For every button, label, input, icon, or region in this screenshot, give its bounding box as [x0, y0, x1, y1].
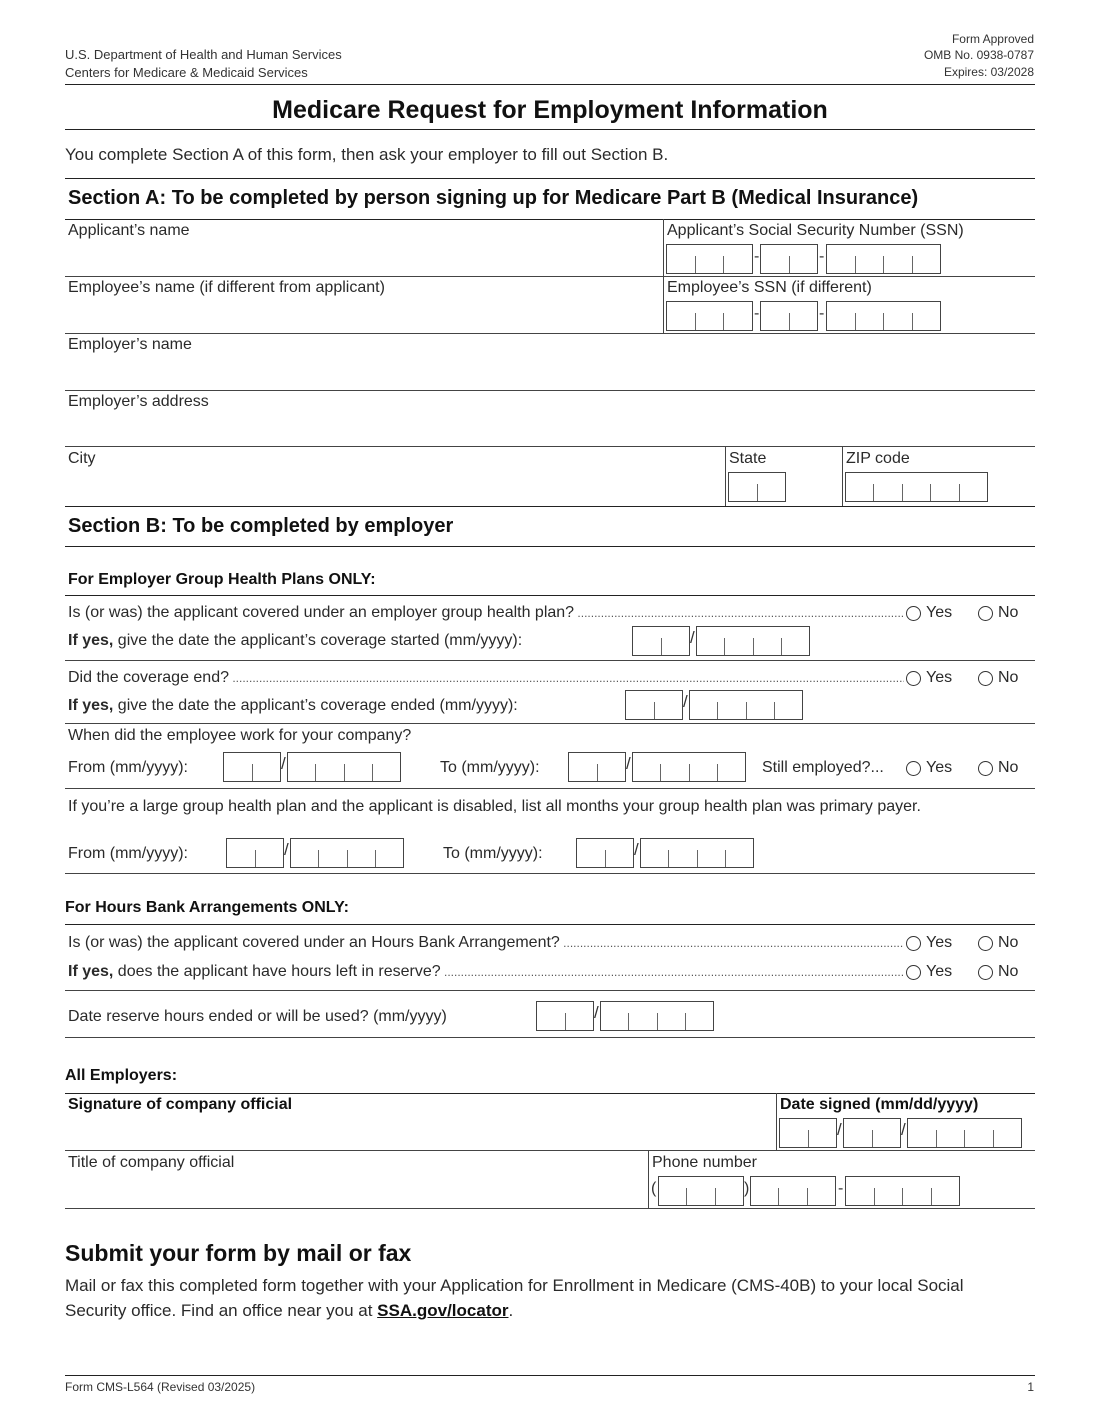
radio-circle-icon	[906, 606, 921, 621]
end-yes-radio[interactable]: Yes	[906, 669, 952, 687]
radio-circle-icon	[906, 761, 921, 776]
ssa-locator-link[interactable]: SSA.gov/locator	[377, 1301, 509, 1320]
official-title-label: Title of company official	[68, 1154, 235, 1171]
coverage-started-label: If yes, give the date the applicant’s coverage started (mm/yyyy):	[68, 632, 523, 649]
applicant-ssn-label: Applicant’s Social Security Number (SSN)	[667, 222, 964, 239]
phone-prefix[interactable]	[750, 1176, 836, 1206]
zip-label: ZIP code	[846, 450, 910, 467]
divider	[65, 219, 1035, 220]
radio-circle-icon	[978, 936, 993, 951]
q-hours-bank: Is (or was) the applicant covered under an Hours Bank Arrangement? .....	[68, 934, 904, 952]
radio-circle-icon	[906, 965, 921, 980]
q-work-period: When did the employee work for your company?	[68, 727, 412, 744]
primary-to-label: To (mm/yyyy):	[443, 845, 543, 862]
zip-field[interactable]	[845, 472, 988, 502]
covered-yes-radio[interactable]: Yes	[906, 604, 952, 622]
work-to-label: To (mm/yyyy):	[440, 759, 540, 776]
hours-bank-yes-radio[interactable]: Yes	[906, 934, 952, 952]
expiration-date: Expires: 03/2028	[943, 65, 1034, 79]
employer-address-label: Employer’s address	[68, 393, 209, 410]
primary-from-label: From (mm/yyyy):	[68, 845, 188, 862]
coverage-ended-year[interactable]	[689, 690, 803, 720]
primary-to-month[interactable]	[576, 838, 634, 868]
coverage-started-month[interactable]	[632, 626, 690, 656]
phone-line[interactable]	[845, 1176, 960, 1206]
phone-label: Phone number	[652, 1154, 757, 1171]
work-from-month[interactable]	[223, 752, 281, 782]
employee-ssn-part1[interactable]	[666, 301, 753, 331]
end-no-radio[interactable]: No	[978, 669, 1018, 687]
radio-circle-icon	[978, 606, 993, 621]
section-a-heading: Section A: To be completed by person signing up for Medicare Part B (Medical Insurance)	[68, 187, 919, 209]
applicant-name-label: Applicant’s name	[68, 222, 190, 239]
employee-ssn-part2[interactable]	[760, 301, 818, 331]
hours-bank-no-radio[interactable]: No	[978, 934, 1018, 952]
radio-circle-icon	[906, 671, 921, 686]
primary-to-year[interactable]	[640, 838, 754, 868]
reserve-yes-radio[interactable]: Yes	[906, 963, 952, 981]
section-b-heading: Section B: To be completed by employer	[68, 515, 454, 537]
reserve-no-radio[interactable]: No	[978, 963, 1018, 981]
form-id: Form CMS-L564 (Revised 03/2025)	[65, 1380, 256, 1394]
applicant-ssn-part2[interactable]	[760, 244, 818, 274]
radio-circle-icon	[978, 965, 993, 980]
coverage-ended-month[interactable]	[625, 690, 683, 720]
omb-number: OMB No. 0938-0787	[923, 48, 1034, 62]
applicant-ssn-part1[interactable]	[666, 244, 753, 274]
divider	[65, 84, 1035, 85]
phone-area-code[interactable]	[658, 1176, 744, 1206]
employer-name-label: Employer’s name	[68, 336, 192, 353]
primary-from-year[interactable]	[290, 838, 404, 868]
q-large-group: If you’re a large group health plan and the applicant is disabled, list all months your group health plan was primary payer.	[68, 798, 921, 815]
reserve-date-month[interactable]	[536, 1001, 594, 1031]
form-page: U.S. Department of Health and Human Services Centers for Medicare & Medicaid Services Form Approved OMB No. 0938-0787 Expires: 03/2028 Medicare Request for Employment Information You complete Section A of this form, then ask your employer to fill out Section B. Section A: To be completed by person signing up for Medicare Part B (Medical Insurance) Applicant’s name Applicant’s Social Security Number (SSN) - - Employee’s name (if different from applicant) Employee’s SSN (if different) - - Employer’s name Employer’s address City State ZIP code Section B: To be completed by employer For Employer Group Health Plans ONLY: Is (or was) the applicant covered under an employer group health plan? ..... Yes No If yes, give the date the applicant’s coverage started (mm/yyyy): / Did the coverage end? ..... Yes No If yes, give the date the applicant’s coverage ended (mm/yyyy): / When did the employee work for your company? From (mm/yyyy): / To (mm/yyyy): / Still employed?... Yes No If you’re a large group health plan and the applicant is disabled, list all months your group health plan was primary payer. From (mm/yyyy): / To (mm/yyyy): / For Hours Bank Arrangements ONLY: Is (or was) the applicant covered under an Hours Bank Arrangement? ..... Yes No If yes, does the applicant have hours left in reserve? ..... Yes No Date reserve hours ended or will be used? (mm/yyyy) / All Employers: Signature of company official Date signed (mm/dd/yyyy) / / Title of company official Phone number ( ) - Submit your form by mail or fax Mail or fax this completed form together with your Application for Enrollment in Medicare (CMS-40B) to your local Social Security office. Find an office near you at SSA.gov/locator. Form CMS-L564 (Revised 03/2025) 1	[0, 0, 1100, 1424]
reserve-date-year[interactable]	[600, 1001, 714, 1031]
signature-label: Signature of company official	[68, 1096, 293, 1113]
ghp-heading: For Employer Group Health Plans ONLY:	[68, 571, 376, 588]
applicant-ssn-part3[interactable]	[826, 244, 941, 274]
still-employed-yes-radio[interactable]: Yes	[906, 759, 952, 777]
employee-ssn-label: Employee’s SSN (if different)	[667, 279, 872, 296]
date-signed-day[interactable]	[843, 1118, 901, 1148]
radio-circle-icon	[978, 671, 993, 686]
covered-no-radio[interactable]: No	[978, 604, 1018, 622]
reserve-date-label: Date reserve hours ended or will be used? (mm/yyyy)	[68, 1008, 447, 1025]
work-to-month[interactable]	[568, 752, 626, 782]
page-number: 1	[1027, 1380, 1034, 1394]
work-from-label: From (mm/yyyy):	[68, 759, 188, 776]
form-approved: Form Approved	[951, 32, 1034, 46]
work-to-year[interactable]	[632, 752, 746, 782]
employee-name-label: Employee’s name (if different from applicant)	[68, 279, 385, 296]
submit-heading: Submit your form by mail or fax	[65, 1240, 412, 1266]
page-title: Medicare Request for Employment Information	[272, 96, 828, 124]
city-label: City	[68, 450, 96, 467]
q-covered: Is (or was) the applicant covered under an employer group health plan? .....	[68, 604, 904, 622]
state-label: State	[729, 450, 767, 467]
radio-circle-icon	[906, 936, 921, 951]
intro-text: You complete Section A of this form, then ask your employer to fill out Section B.	[65, 145, 669, 164]
q-coverage-end: Did the coverage end? .....	[68, 669, 904, 687]
employee-ssn-part3[interactable]	[826, 301, 941, 331]
coverage-ended-label: If yes, give the date the applicant’s coverage ended (mm/yyyy):	[68, 697, 518, 714]
divider	[65, 129, 1035, 130]
still-employed-label: Still employed?...	[762, 759, 884, 776]
still-employed-no-radio[interactable]: No	[978, 759, 1018, 777]
coverage-started-year[interactable]	[696, 626, 810, 656]
radio-circle-icon	[978, 761, 993, 776]
work-from-year[interactable]	[287, 752, 401, 782]
department-name: U.S. Department of Health and Human Services	[65, 47, 342, 62]
primary-from-month[interactable]	[226, 838, 284, 868]
agency-name: Centers for Medicare & Medicaid Services	[65, 65, 308, 80]
date-signed-month[interactable]	[779, 1118, 837, 1148]
hours-bank-heading: For Hours Bank Arrangements ONLY:	[65, 899, 349, 916]
state-field[interactable]	[728, 472, 786, 502]
all-employers-heading: All Employers:	[65, 1067, 178, 1084]
submit-text: Mail or fax this completed form together with your Application for Enrollment in Medicare (CMS-40B) to your local Social Security office. Find an office near you at SSA.gov/locator.	[65, 1276, 964, 1320]
date-signed-label: Date signed (mm/dd/yyyy)	[780, 1096, 979, 1113]
date-signed-year[interactable]	[907, 1118, 1022, 1148]
divider	[65, 178, 1035, 179]
q-reserve-hours: If yes, does the applicant have hours left in reserve? .....	[68, 963, 904, 981]
